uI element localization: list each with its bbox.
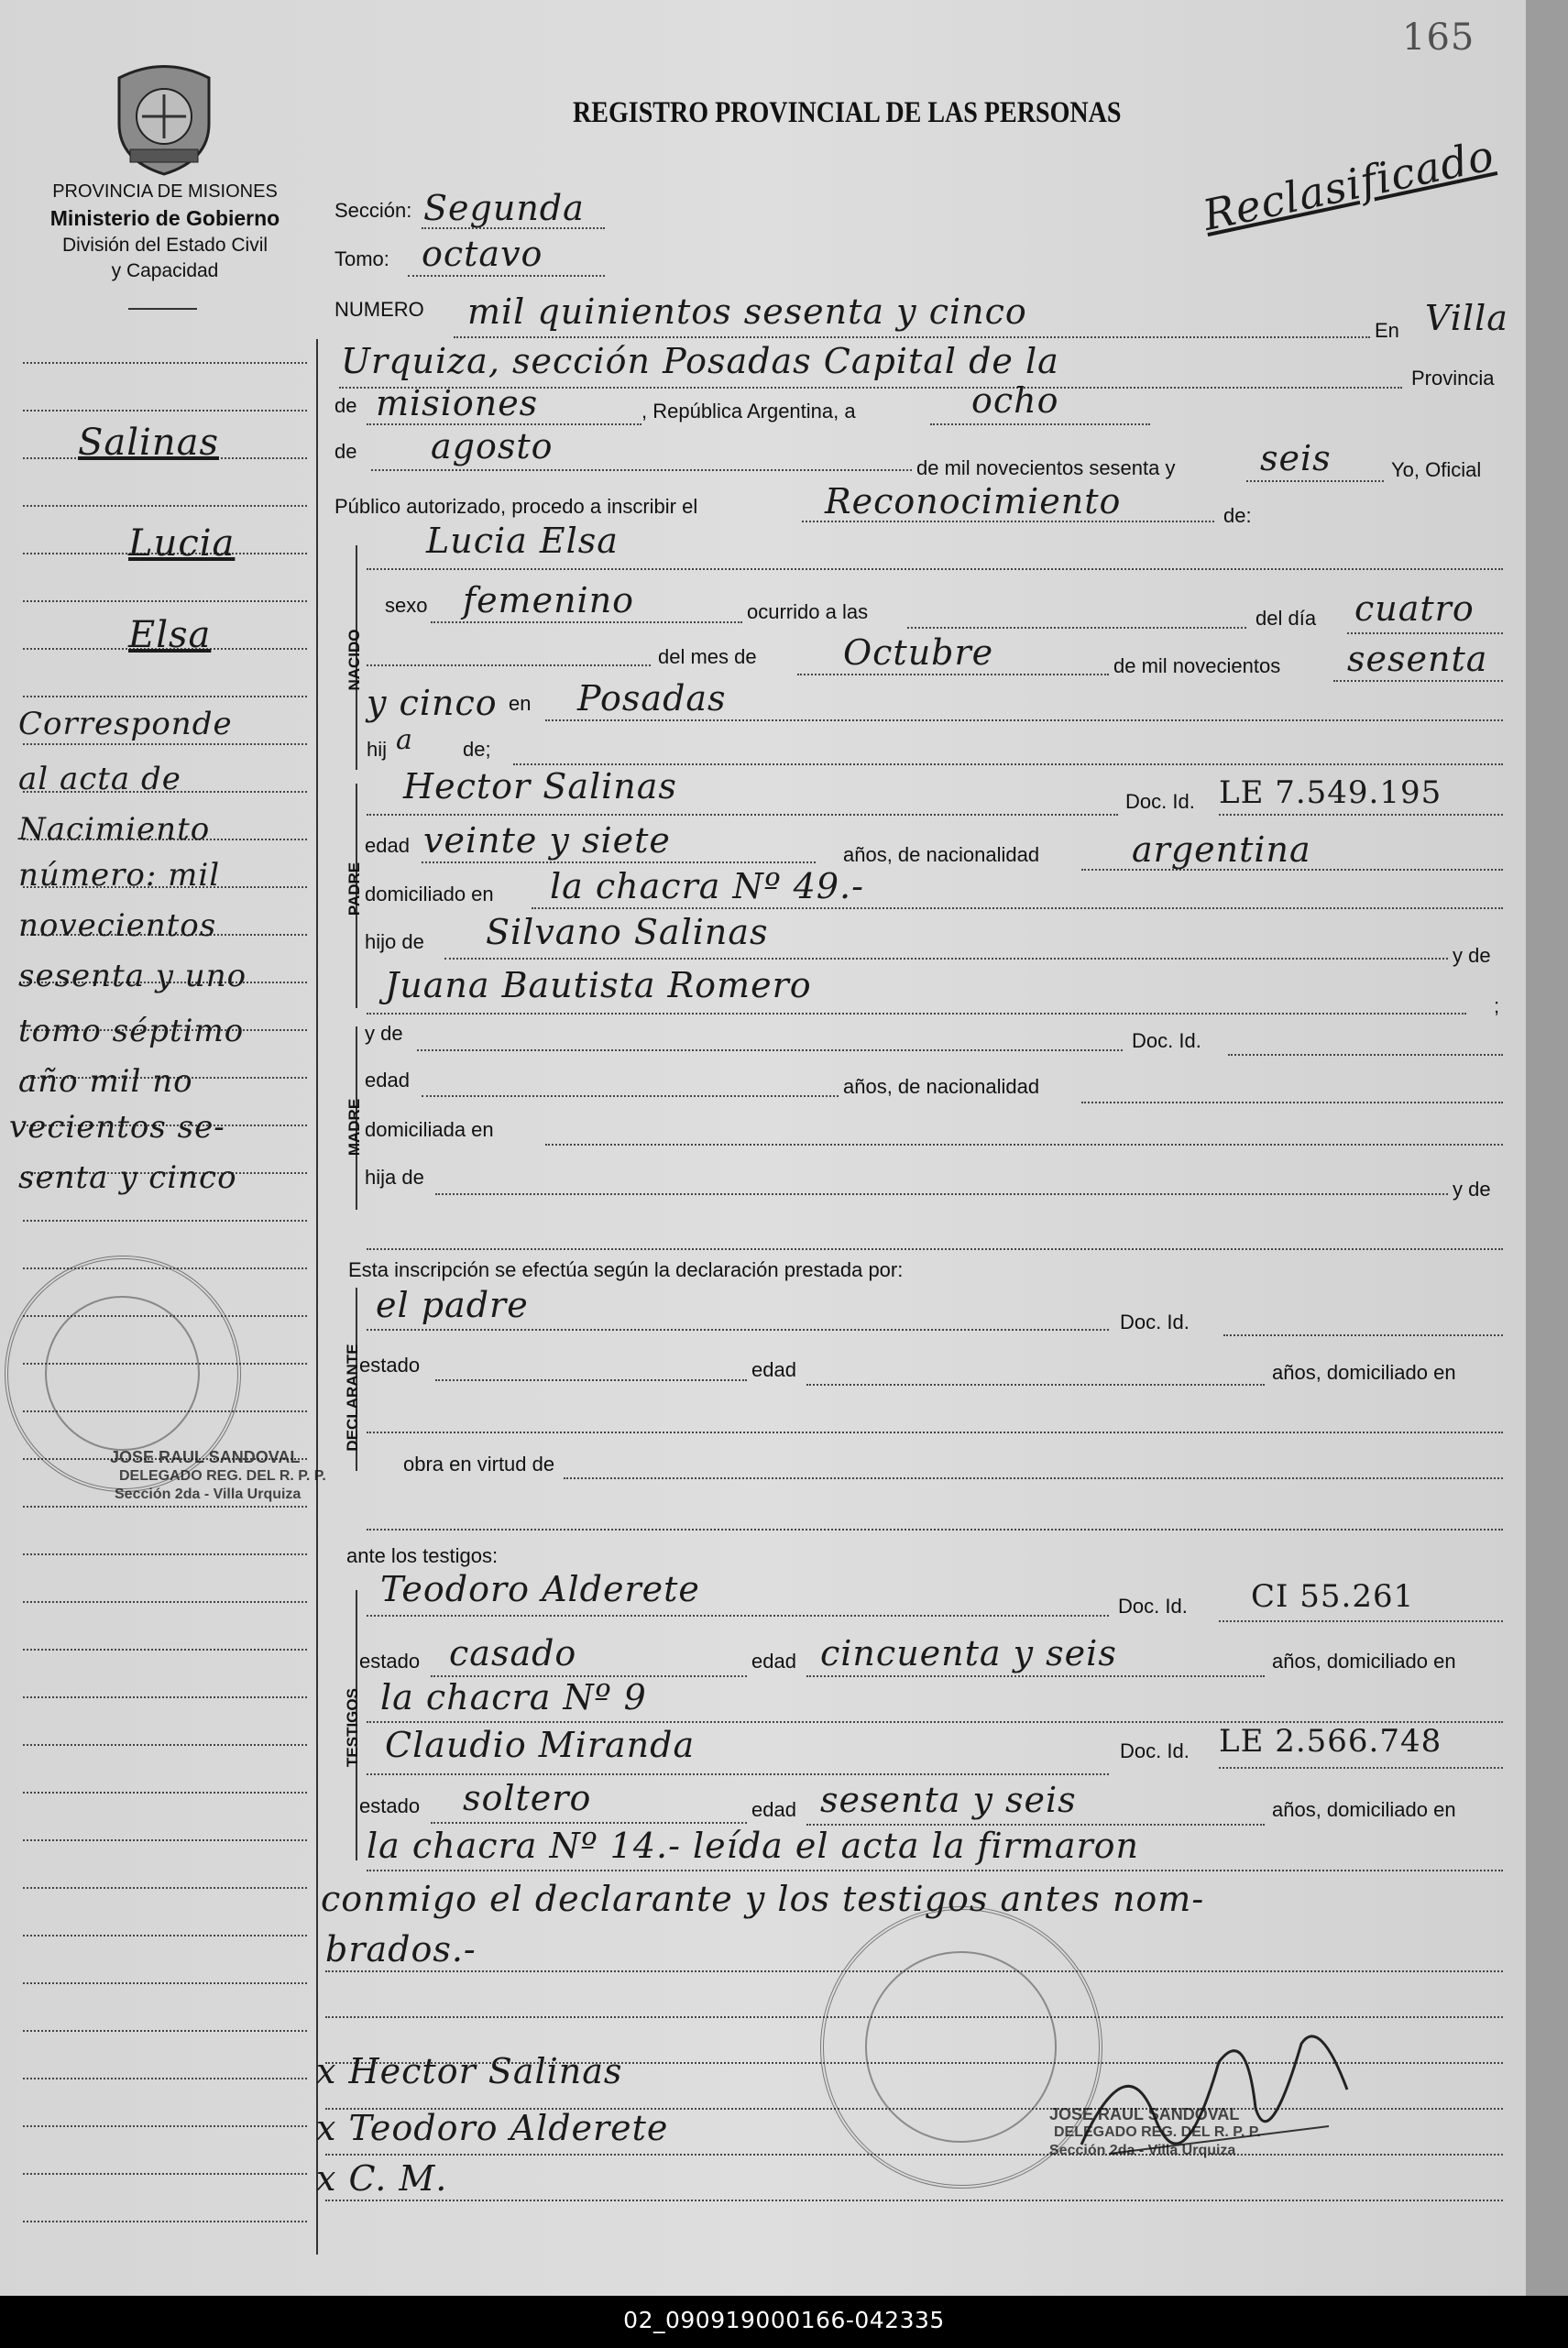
padre-edad-line	[422, 861, 816, 863]
sexo-label: sexo	[385, 594, 428, 617]
t1-edad: cincuenta y seis	[820, 1633, 1117, 1673]
declarante-doc-line	[1223, 1334, 1503, 1336]
place-value: Urquiza, sección Posadas Capital de la	[341, 341, 1059, 381]
tomo-label: Tomo:	[334, 247, 389, 270]
nacido-en-label: en	[509, 692, 532, 715]
padre-name: Hector Salinas	[403, 766, 677, 806]
t2-name-line	[367, 1773, 1109, 1775]
obra-line	[564, 1477, 1503, 1479]
margin-rule-line	[23, 1220, 307, 1222]
padre-doc-label: Doc. Id.	[1125, 790, 1195, 813]
place-birth-line	[545, 719, 1503, 721]
declarante-edad-line	[806, 1384, 1265, 1386]
padre-dom-label: domiciliado en	[365, 883, 494, 905]
t1-name-line	[367, 1615, 1109, 1617]
numero-label: NUMERO	[334, 298, 424, 321]
padre-name-line	[367, 814, 1118, 816]
margin-rule-line	[23, 600, 307, 602]
en-value: Villa	[1425, 298, 1508, 338]
t2-edad: sesenta y seis	[820, 1780, 1077, 1820]
declarante-section-label: DECLARANTE	[344, 1344, 361, 1452]
province-value: misiones	[376, 383, 539, 423]
reclassified-annotation: Reclasificado	[1198, 129, 1499, 241]
year2-value: y cinco	[367, 683, 498, 723]
month-line	[371, 469, 912, 471]
t2-doc-value: LE 2.566.748	[1219, 1723, 1442, 1760]
padre-yde-label: y de	[1453, 944, 1491, 967]
t2-name: Claudio Miranda	[385, 1725, 696, 1765]
padre-doc-line	[1219, 814, 1503, 816]
declarante-estado-line	[435, 1379, 747, 1381]
madre-yde-label: y de	[365, 1022, 403, 1045]
nacido-name: Lucia Elsa	[426, 521, 619, 561]
sexo-value: femenino	[463, 580, 635, 620]
t2-dom-line	[367, 1870, 1503, 1871]
margin-rule-line	[23, 1649, 307, 1651]
signature-2: x Teodoro Alderete	[316, 2108, 669, 2148]
madre-dom-line	[545, 1144, 1503, 1146]
mes-line	[797, 674, 1109, 675]
dia-value: cuatro	[1354, 588, 1475, 629]
page-edge	[1526, 0, 1568, 2296]
padre-dom-line	[532, 907, 1503, 909]
margin-rule-line	[23, 2125, 307, 2127]
madre-name-line	[417, 1049, 1123, 1051]
divider	[128, 308, 197, 310]
act-value: Reconocimiento	[825, 481, 1122, 521]
padre-nac-value: argentina	[1132, 829, 1311, 870]
margin-note: número: mil	[18, 857, 221, 894]
t2-anos-label: años, domiciliado en	[1272, 1798, 1456, 1821]
margin-note: tomo séptimo	[18, 1013, 245, 1049]
t1-name: Teodoro Alderete	[380, 1569, 700, 1609]
hijo-de-label: de;	[463, 738, 491, 761]
testigos-section-label: TESTIGOS	[344, 1688, 361, 1767]
tomo-line	[408, 275, 605, 277]
margin-note: al acta de	[18, 761, 181, 797]
de-label-2: de	[334, 440, 357, 463]
place-birth-value: Posadas	[577, 678, 727, 719]
padre-father-value: Silvano Salinas	[486, 912, 769, 952]
t1-estado-label: estado	[359, 1650, 421, 1673]
margin-note: Lucia	[128, 522, 236, 565]
closing-line-1: conmigo el declarante y los testigos antes nom-	[321, 1879, 1205, 1919]
margin-rule-line	[23, 1839, 307, 1841]
margin-rule-line	[23, 1696, 307, 1698]
division-label: División del Estado Civil	[61, 235, 269, 256]
margin-note: Elsa	[128, 614, 212, 656]
margin-note: Corresponde	[18, 706, 233, 742]
hijo-label: hij	[367, 738, 388, 761]
madre-anos-label: años, de nacionalidad	[843, 1075, 1040, 1098]
nacido-name-line	[367, 568, 1503, 570]
t2-dom: la chacra Nº 14.- leída el acta la firmaron	[367, 1826, 1140, 1866]
page-title: REGISTRO PROVINCIAL DE LAS PERSONAS	[573, 96, 1122, 129]
margin-rule-line	[23, 2030, 307, 2032]
stamp-place-right: Sección 2da - Villa Urquiza	[1049, 2143, 1236, 2158]
mes-pre-line	[367, 664, 651, 666]
t2-estado-line	[431, 1822, 747, 1824]
yo-label: Yo, Oficial	[1391, 458, 1482, 481]
footer-bar	[0, 2296, 1568, 2348]
t1-edad-label: edad	[751, 1650, 796, 1673]
margin-rule-line	[23, 2221, 307, 2222]
margin-note: Nacimiento	[18, 811, 211, 848]
provincia-label: Provincia	[1411, 367, 1495, 390]
stamp-place-left: Sección 2da - Villa Urquiza	[115, 1487, 302, 1502]
declarante-name: el padre	[376, 1285, 529, 1325]
declaracion-label: Esta inscripción se efectúa según la declaración prestada por:	[348, 1258, 904, 1281]
margin-rule-line	[23, 1601, 307, 1603]
margin-note: año mil no	[18, 1063, 193, 1100]
sexo-line	[431, 621, 742, 623]
madre-dom-label: domiciliada en	[365, 1118, 494, 1141]
declarante-anos-label: años, domiciliado en	[1272, 1361, 1456, 1384]
madre-nac-line	[1081, 1102, 1503, 1103]
margin-rule-line	[23, 1792, 307, 1794]
ocurrido-label: ocurrido a las	[747, 600, 869, 623]
padre-anos-label: años, de nacionalidad	[843, 843, 1040, 866]
madre-edad-line	[422, 1095, 839, 1097]
padre-father-line	[444, 958, 1448, 960]
t2-doc-label: Doc. Id.	[1120, 1739, 1190, 1762]
mil-label: de mil novecientos sesenta y	[916, 456, 1176, 479]
margin-rule-line	[23, 1887, 307, 1889]
hijo-suffix: a	[396, 724, 413, 756]
margin-note: vecientos se-	[9, 1109, 225, 1146]
obra-extra-line	[367, 1529, 1503, 1531]
t2-doc-line	[1219, 1767, 1503, 1769]
madre-doc-label: Doc. Id.	[1132, 1029, 1201, 1052]
madre-edad-label: edad	[365, 1069, 410, 1092]
madre-hija-line	[435, 1193, 1448, 1195]
numero-value: mil quinientos sesenta y cinco	[467, 291, 1027, 332]
mes-value: Octubre	[843, 632, 994, 673]
tomo-value: octavo	[422, 234, 543, 274]
t1-anos-label: años, domiciliado en	[1272, 1650, 1456, 1673]
t2-estado-label: estado	[359, 1794, 421, 1817]
margin-rule	[316, 339, 318, 2255]
madre-section-label: MADRE	[345, 1098, 363, 1157]
padre-mother-value: Juana Bautista Romero	[385, 965, 812, 1005]
t1-dom: la chacra Nº 9	[380, 1677, 647, 1717]
t1-estado: casado	[449, 1633, 577, 1673]
margin-rule-line	[23, 743, 307, 745]
year-line	[1246, 480, 1384, 482]
declarante-dom-line	[367, 1432, 1503, 1433]
margin-note: Salinas	[78, 422, 219, 464]
declarante-name-line	[367, 1329, 1109, 1331]
de-colon: de:	[1223, 504, 1252, 527]
margin-rule-line	[23, 696, 307, 697]
padre-semicolon: ;	[1494, 994, 1500, 1017]
margin-note: senta y cinco	[18, 1159, 237, 1196]
dia-line	[1347, 632, 1503, 634]
signature-1: x Hector Salinas	[316, 2051, 623, 2091]
ocurrido-line	[907, 627, 1246, 629]
ministry-label: Ministerio de Gobierno	[49, 206, 280, 230]
signature-rule-line	[325, 2200, 1503, 2201]
province-label: PROVINCIA DE MISIONES	[52, 181, 278, 202]
margin-rule-line	[23, 505, 307, 507]
day-value: ocho	[971, 380, 1059, 421]
day-line	[930, 423, 1150, 425]
margin-rule-line	[23, 1935, 307, 1937]
en-label: En	[1375, 319, 1399, 342]
year1-value: sesenta	[1347, 639, 1488, 679]
t1-doc-label: Doc. Id.	[1118, 1595, 1188, 1618]
month-value: agosto	[431, 426, 554, 466]
padre-edad-label: edad	[365, 834, 410, 857]
seccion-label: Sección:	[334, 199, 412, 222]
del-mes-label: del mes de	[658, 645, 757, 668]
madre-doc-line	[1228, 1054, 1503, 1056]
t1-doc-value: CI 55.261	[1251, 1578, 1415, 1615]
signature-3: x C. M.	[316, 2158, 448, 2199]
margin-rule-line	[23, 2078, 307, 2079]
t1-doc-line	[1219, 1620, 1503, 1622]
margin-rule-line	[23, 1553, 307, 1555]
de-label: de	[334, 394, 357, 417]
del-dia-label: del día	[1255, 607, 1317, 630]
margin-rule-line	[23, 410, 307, 411]
margin-rule-line	[23, 1506, 307, 1508]
padre-doc-value: LE 7.549.195	[1219, 774, 1442, 811]
madre-yde2-label: y de	[1453, 1178, 1491, 1201]
obra-label: obra en virtud de	[403, 1453, 555, 1476]
province-line	[367, 423, 641, 425]
padre-mother-line	[367, 1013, 1466, 1015]
testigos-label: ante los testigos:	[346, 1544, 499, 1567]
margin-rule-line	[23, 1982, 307, 1984]
padre-dom-value: la chacra Nº 49.-	[550, 866, 864, 906]
nacido-section-label: NACIDO	[345, 629, 363, 691]
closing-line-2: brados.-	[325, 1929, 477, 1969]
declarante-edad-label: edad	[751, 1358, 796, 1381]
padre-hijo-label: hijo de	[365, 930, 424, 953]
hijo-line	[513, 763, 1503, 765]
province-crest-icon	[110, 60, 218, 179]
stamp-role-left: DELEGADO REG. DEL R. P. P.	[119, 1468, 326, 1484]
padre-edad-value: veinte y siete	[423, 820, 671, 861]
margin-rule-line	[23, 362, 307, 364]
t2-estado: soltero	[463, 1778, 592, 1818]
stamp-name-left: JOSE RAUL SANDOVAL	[110, 1448, 301, 1466]
declarante-doc-label: Doc. Id.	[1120, 1311, 1190, 1333]
declarante-estado-label: estado	[359, 1354, 421, 1377]
madre-hija-label: hija de	[365, 1166, 424, 1189]
year-value: seis	[1260, 438, 1332, 478]
mil-nov-label: de mil novecientos	[1113, 654, 1281, 677]
t1-edad-line	[806, 1675, 1265, 1677]
t2-edad-label: edad	[751, 1798, 796, 1821]
seccion-value: Segunda	[423, 188, 585, 228]
stamp-name-right: JOSE RAUL SANDOVAL	[1049, 2105, 1240, 2123]
year1-line	[1333, 680, 1503, 682]
publico-label: Público autorizado, procedo a inscribir el	[334, 495, 698, 518]
margin-rule-line	[23, 2173, 307, 2175]
page-number: 165	[1402, 16, 1475, 59]
numero-line	[454, 336, 1370, 338]
stamp-role-right: DELEGADO REG. DEL R. P. P.	[1054, 2124, 1261, 2140]
padre-section-label: PADRE	[345, 861, 363, 916]
republica-label: , República Argentina, a	[641, 400, 856, 422]
margin-note: sesenta y uno	[18, 958, 247, 994]
madre-extra-line	[367, 1248, 1503, 1250]
footer-code: 02_090919000166-042335	[623, 2307, 945, 2333]
margin-rule-line	[23, 1744, 307, 1746]
division-label-2: y Capacidad	[111, 260, 219, 281]
margin-note: novecientos	[18, 907, 217, 944]
